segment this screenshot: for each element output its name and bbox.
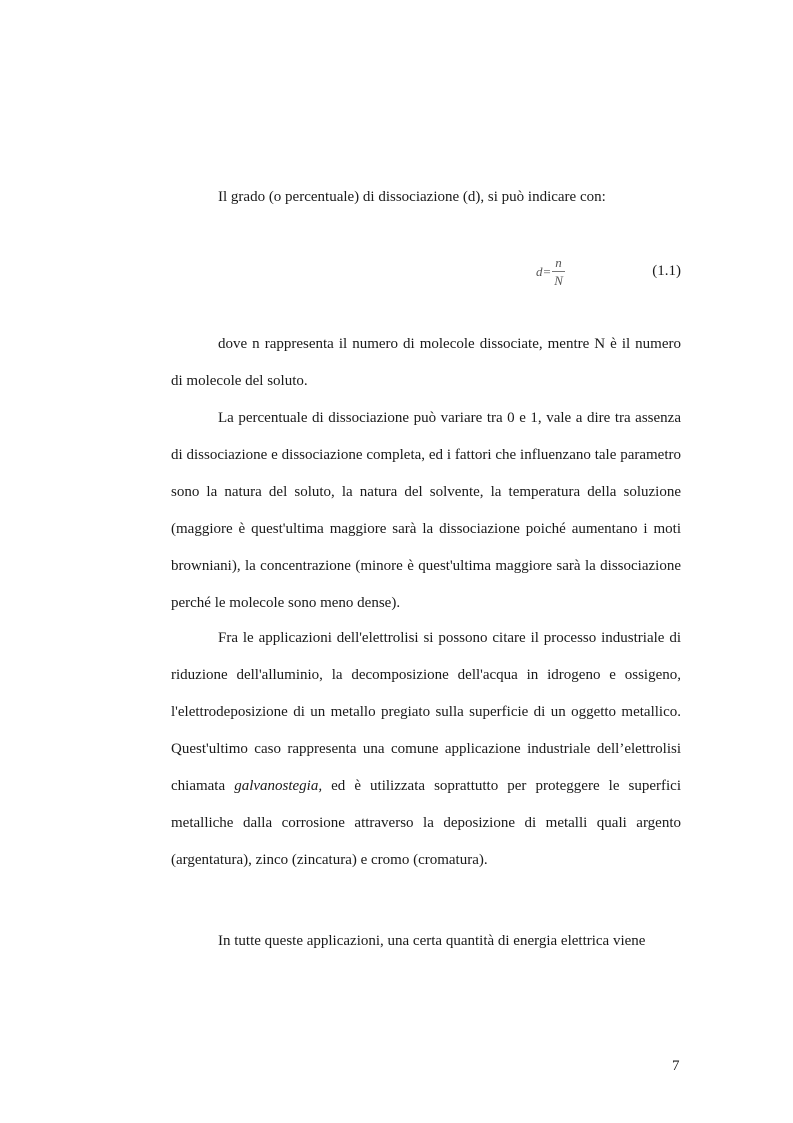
equation-block — [171, 252, 681, 296]
formula-fraction — [552, 255, 565, 289]
intro-paragraph: Il grado (o percentuale) di dissociazione (d), si può indicare con: — [218, 189, 606, 205]
dissociation-factors-paragraph: La percentuale di dissociazione può variare tra 0 e 1, vale a dire tra assenza di dissociazione e dissociazione completa, ed i fattori che influenzano tale parametro sono la natura del soluto, la natura del solvente, la temperatura della soluzione (maggiore è quest'ultima maggiore sarà la dissociazione poiché aumentano i moti browniani), la concentrazione (minore è quest'ultima maggiore sarà la dissociazione perché le molecole sono meno dense). — [171, 410, 681, 611]
closing-paragraph: In tutte queste applicazioni, una certa quantità di energia elettrica viene — [218, 933, 646, 949]
applications-text-end: ed è utilizzata soprattutto per proteggere le superfici metalliche dalla corrosione attraverso la deposizione di metalli quali argento (argentatura), zinco (zincatura) e cromo (cromatura). — [171, 778, 681, 868]
equation-number: (1.1) — [652, 263, 681, 279]
dissociation-formula — [536, 255, 565, 289]
formula-lhs: d= — [536, 264, 552, 279]
definition-paragraph: dove n rappresenta il numero di molecole dissociate, mentre N è il numero di molecole del soluto. — [171, 336, 681, 389]
fraction-numerator: n — [552, 255, 565, 272]
applications-paragraph — [171, 620, 681, 879]
applications-text-start: Fra le applicazioni dell'elettrolisi si possono citare il processo industriale di riduzione dell'alluminio, la decomposizione dell'acqua in idrogeno e ossigeno, l'elettrodeposizione di un metallo pregiato sulla superficie di un oggetto metallico. Quest'ultimo caso rappresenta una comune applicazione industriale dell’elettrolisi chiamata — [171, 630, 681, 794]
page-number: 7 — [672, 1058, 680, 1074]
galvanostegia-term: galvanostegia, — [234, 778, 323, 794]
fraction-denominator: N — [554, 273, 563, 288]
